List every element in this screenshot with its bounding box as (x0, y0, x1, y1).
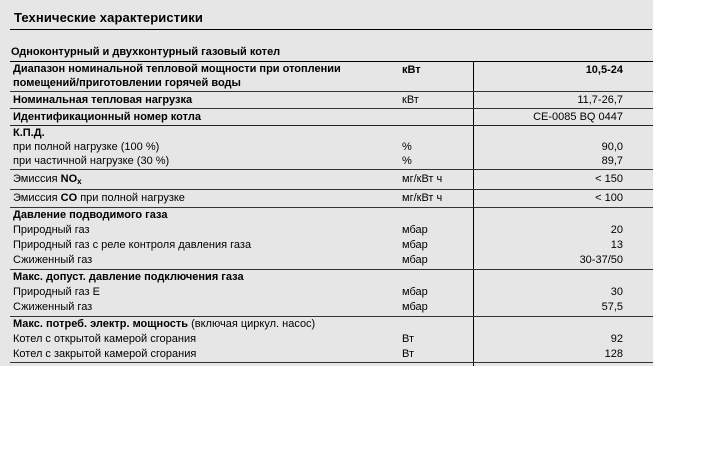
title-divider (10, 29, 652, 30)
row-value: 20 (610, 224, 623, 236)
row-label-formula: NO (60, 173, 78, 185)
row-label: Диапазон номинальной тепловой мощности при отоплении помещений/приготовлении горячей воды (13, 63, 341, 89)
row-label: Идентификационный номер котла (13, 111, 201, 123)
row-label-formula: CO (60, 192, 78, 204)
row-unit: мг/кВт ч (402, 173, 443, 185)
table-row (10, 62, 653, 92)
row-value: 30-37/50 (579, 254, 623, 266)
row-label: при полной нагрузке (100 %) (13, 141, 160, 153)
table-row (10, 332, 653, 347)
table-row (10, 126, 653, 140)
row-unit: мбар (402, 286, 428, 298)
row-value: 10,5-24 (585, 64, 623, 76)
row-label-text: Эмиссия (13, 192, 61, 204)
table-row (10, 109, 653, 126)
row-unit: мбар (402, 254, 428, 266)
table-row (10, 140, 653, 154)
table-row (10, 190, 653, 208)
row-label-text: Макс. потреб. электр. мощность (13, 318, 189, 330)
row-value: < 100 (595, 192, 623, 204)
row-label: Природный газ с реле контроля давления газа (13, 239, 252, 251)
table-row (10, 223, 653, 238)
table-row (10, 317, 653, 332)
page-title: Технические характеристики (14, 10, 203, 25)
row-label: К.П.Д. (13, 127, 45, 139)
row-value: 11,7-26,7 (577, 94, 623, 106)
row-label: Котел с открытой камерой сгорания (13, 333, 197, 345)
row-unit: % (402, 155, 412, 167)
row-label: при частичной нагрузке (30 %) (13, 155, 170, 167)
row-value: 128 (604, 348, 623, 360)
row-unit: кВт (402, 94, 419, 106)
row-label-tail: при полной нагрузке (77, 192, 185, 204)
row-unit: мг/кВт ч (402, 192, 443, 204)
row-unit: % (402, 141, 412, 153)
row-value: < 150 (595, 173, 623, 185)
row-unit: Вт (402, 348, 415, 360)
row-label: Номинальная тепловая нагрузка (13, 94, 193, 106)
table-row (10, 170, 653, 190)
row-value: 30 (610, 286, 623, 298)
row-unit: мбар (402, 301, 428, 313)
table-row (10, 238, 653, 253)
row-label (10, 170, 393, 191)
table-row (10, 253, 653, 270)
row-label: Сжиженный газ (13, 301, 93, 313)
spec-table (10, 61, 653, 363)
row-label: Давление подводимого газа (13, 209, 168, 221)
row-label-subscript: x (77, 177, 82, 186)
row-label-tail: (включая циркул. насос) (188, 318, 316, 330)
row-label: Макс. допуст. давление подключения газа (13, 271, 244, 283)
row-value: 89,7 (601, 155, 623, 167)
table-row (10, 154, 653, 170)
table-row (10, 285, 653, 300)
row-value: 92 (610, 333, 623, 345)
table-row (10, 208, 653, 223)
row-unit: мбар (402, 239, 428, 251)
row-value: 90,0 (601, 141, 623, 153)
row-label (10, 317, 393, 332)
row-label: Природный газ E (13, 286, 100, 298)
row-unit: кВт (402, 64, 421, 76)
row-value: 57,5 (601, 301, 623, 313)
table-row (10, 300, 653, 317)
row-unit: мбар (402, 224, 428, 236)
row-value: CE-0085 BQ 0447 (533, 111, 623, 123)
section-heading: Одноконтурный и двухконтурный газовый котел (11, 46, 281, 58)
table-row (10, 92, 653, 109)
row-label: Природный газ (13, 224, 90, 236)
table-row (10, 270, 653, 285)
row-value: 13 (610, 239, 623, 251)
row-unit: Вт (402, 333, 415, 345)
row-label: Котел с закрытой камерой сгорания (13, 348, 197, 360)
row-label (10, 190, 393, 207)
row-label: Сжиженный газ (13, 254, 93, 266)
table-row (10, 347, 653, 363)
row-label-text: Эмиссия (13, 173, 61, 185)
